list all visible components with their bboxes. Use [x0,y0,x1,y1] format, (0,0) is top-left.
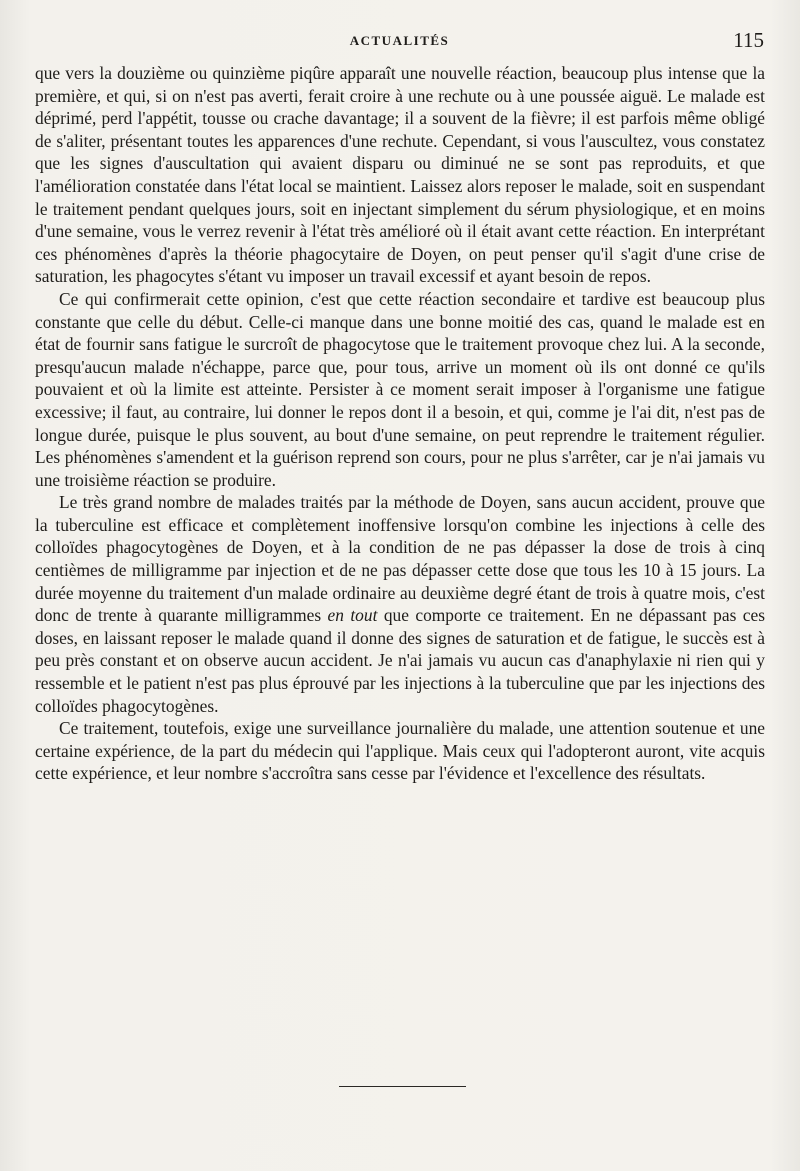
page-header [35,28,764,58]
paragraph-3-part-1: Le très grand nombre de malades traités par la méthode de Doyen, sans aucun accident, prouve que la tuberculine est efficace et complètement inoffensive lorsqu'on combine les injections à celle des colloïdes phagocytogènes de Doyen, et à la condition de ne pas dépasser la dose de trois à cinq centièmes de milligramme par injection et de ne pas dépasser cette dose que tous les 10 à 15 jours. La durée moyenne du traitement d'un malade ordinaire au deuxième degré étant de trois à quatre mois, c'est donc de trente à quarante milligrammes [35,492,765,626]
paragraph-4: Ce traitement, toutefois, exige une surveillance journalière du malade, une attention soutenue et une certaine expérience, de la part du médecin qui l'applique. Mais ceux qui l'adopteront auront, vite acquis cette expérience, et leur nombre s'accroîtra sans cesse par l'évidence et l'excellence des résultats. [35,718,765,784]
page-number: 115 [733,28,764,52]
emphasis-en-tout: en tout [327,605,378,626]
body-text [35,62,765,785]
paragraph-3 [35,491,765,717]
paragraph-3-part-2: que comporte ce traitement. En ne dépassant pas ces doses, en laissant reposer le malade quand il donne des signes de saturation et de fatigue, le succès est à peu près constant et on observe aucun accident. Je n'ai jamais vu aucun cas d'anaphylaxie ni rien qui y ressemble et le patient n'est pas plus éprouvé par les injections à la tuberculine que par les injections des colloïdes phagocytogènes. [35,605,765,716]
paragraph-2: Ce qui confirmerait cette opinion, c'est que cette réaction secondaire et tardive est beaucoup plus constante que celle du début. Celle-ci manque dans une bonne moitié des cas, quand le malade est en état de fournir sans fatigue le surcroît de phagocytose que le traitement provoque chez lui. A la seconde, presqu'aucun malade n'échappe, parce que, pour tous, arrive un moment où ils ont donné ce qu'ils pouvaient et où la limite est atteinte. Persister à ce moment serait imposer à l'organisme une fatigue excessive; il faut, au contraire, lui donner le repos dont il a besoin, et qui, comme je l'ai dit, n'est pas de longue durée, puisque le plus souvent, au bout d'une semaine, on peut reprendre le traitement régulier. Les phénomènes s'amendent et la guérison reprend son cours, pour ne plus s'arrêter, car je n'ai jamais vu une troisième réaction se produire. [35,288,765,490]
section-end-rule [339,1086,466,1087]
running-title: ACTUALITÉS [349,33,450,48]
paragraph-1: que vers la douzième ou quinzième piqûre apparaît une nouvelle réaction, beaucoup plus intense que la première, et qui, si on n'est pas averti, ferait croire à une rechute ou à une poussée aiguë. Le malade est déprimé, perd l'appétit, tousse ou crache davantage; il a souvent de la fièvre; il est parfois même obligé de s'aliter, présentant toutes les apparences d'une rechute. Cependant, si vous l'auscultez, vous constatez que les signes d'auscultation qui avaient disparu ou diminué ne se sont pas reproduits, et que l'amélioration constatée dans l'état local se maintient. Laissez alors reposer le malade, soit en suspendant le traitement pendant quelques jours, soit en injectant simplement du sérum physiologique, et en moins d'une semaine, vous le verrez revenir à l'état très amélioré où il était avant cette réaction. En interprétant ces phénomènes d'après la théorie phagocytaire de Doyen, on peut penser qu'il s'agit d'une crise de saturation, les phagocytes s'étant vu imposer un travail excessif et ayant besoin de repos. [35,63,765,287]
